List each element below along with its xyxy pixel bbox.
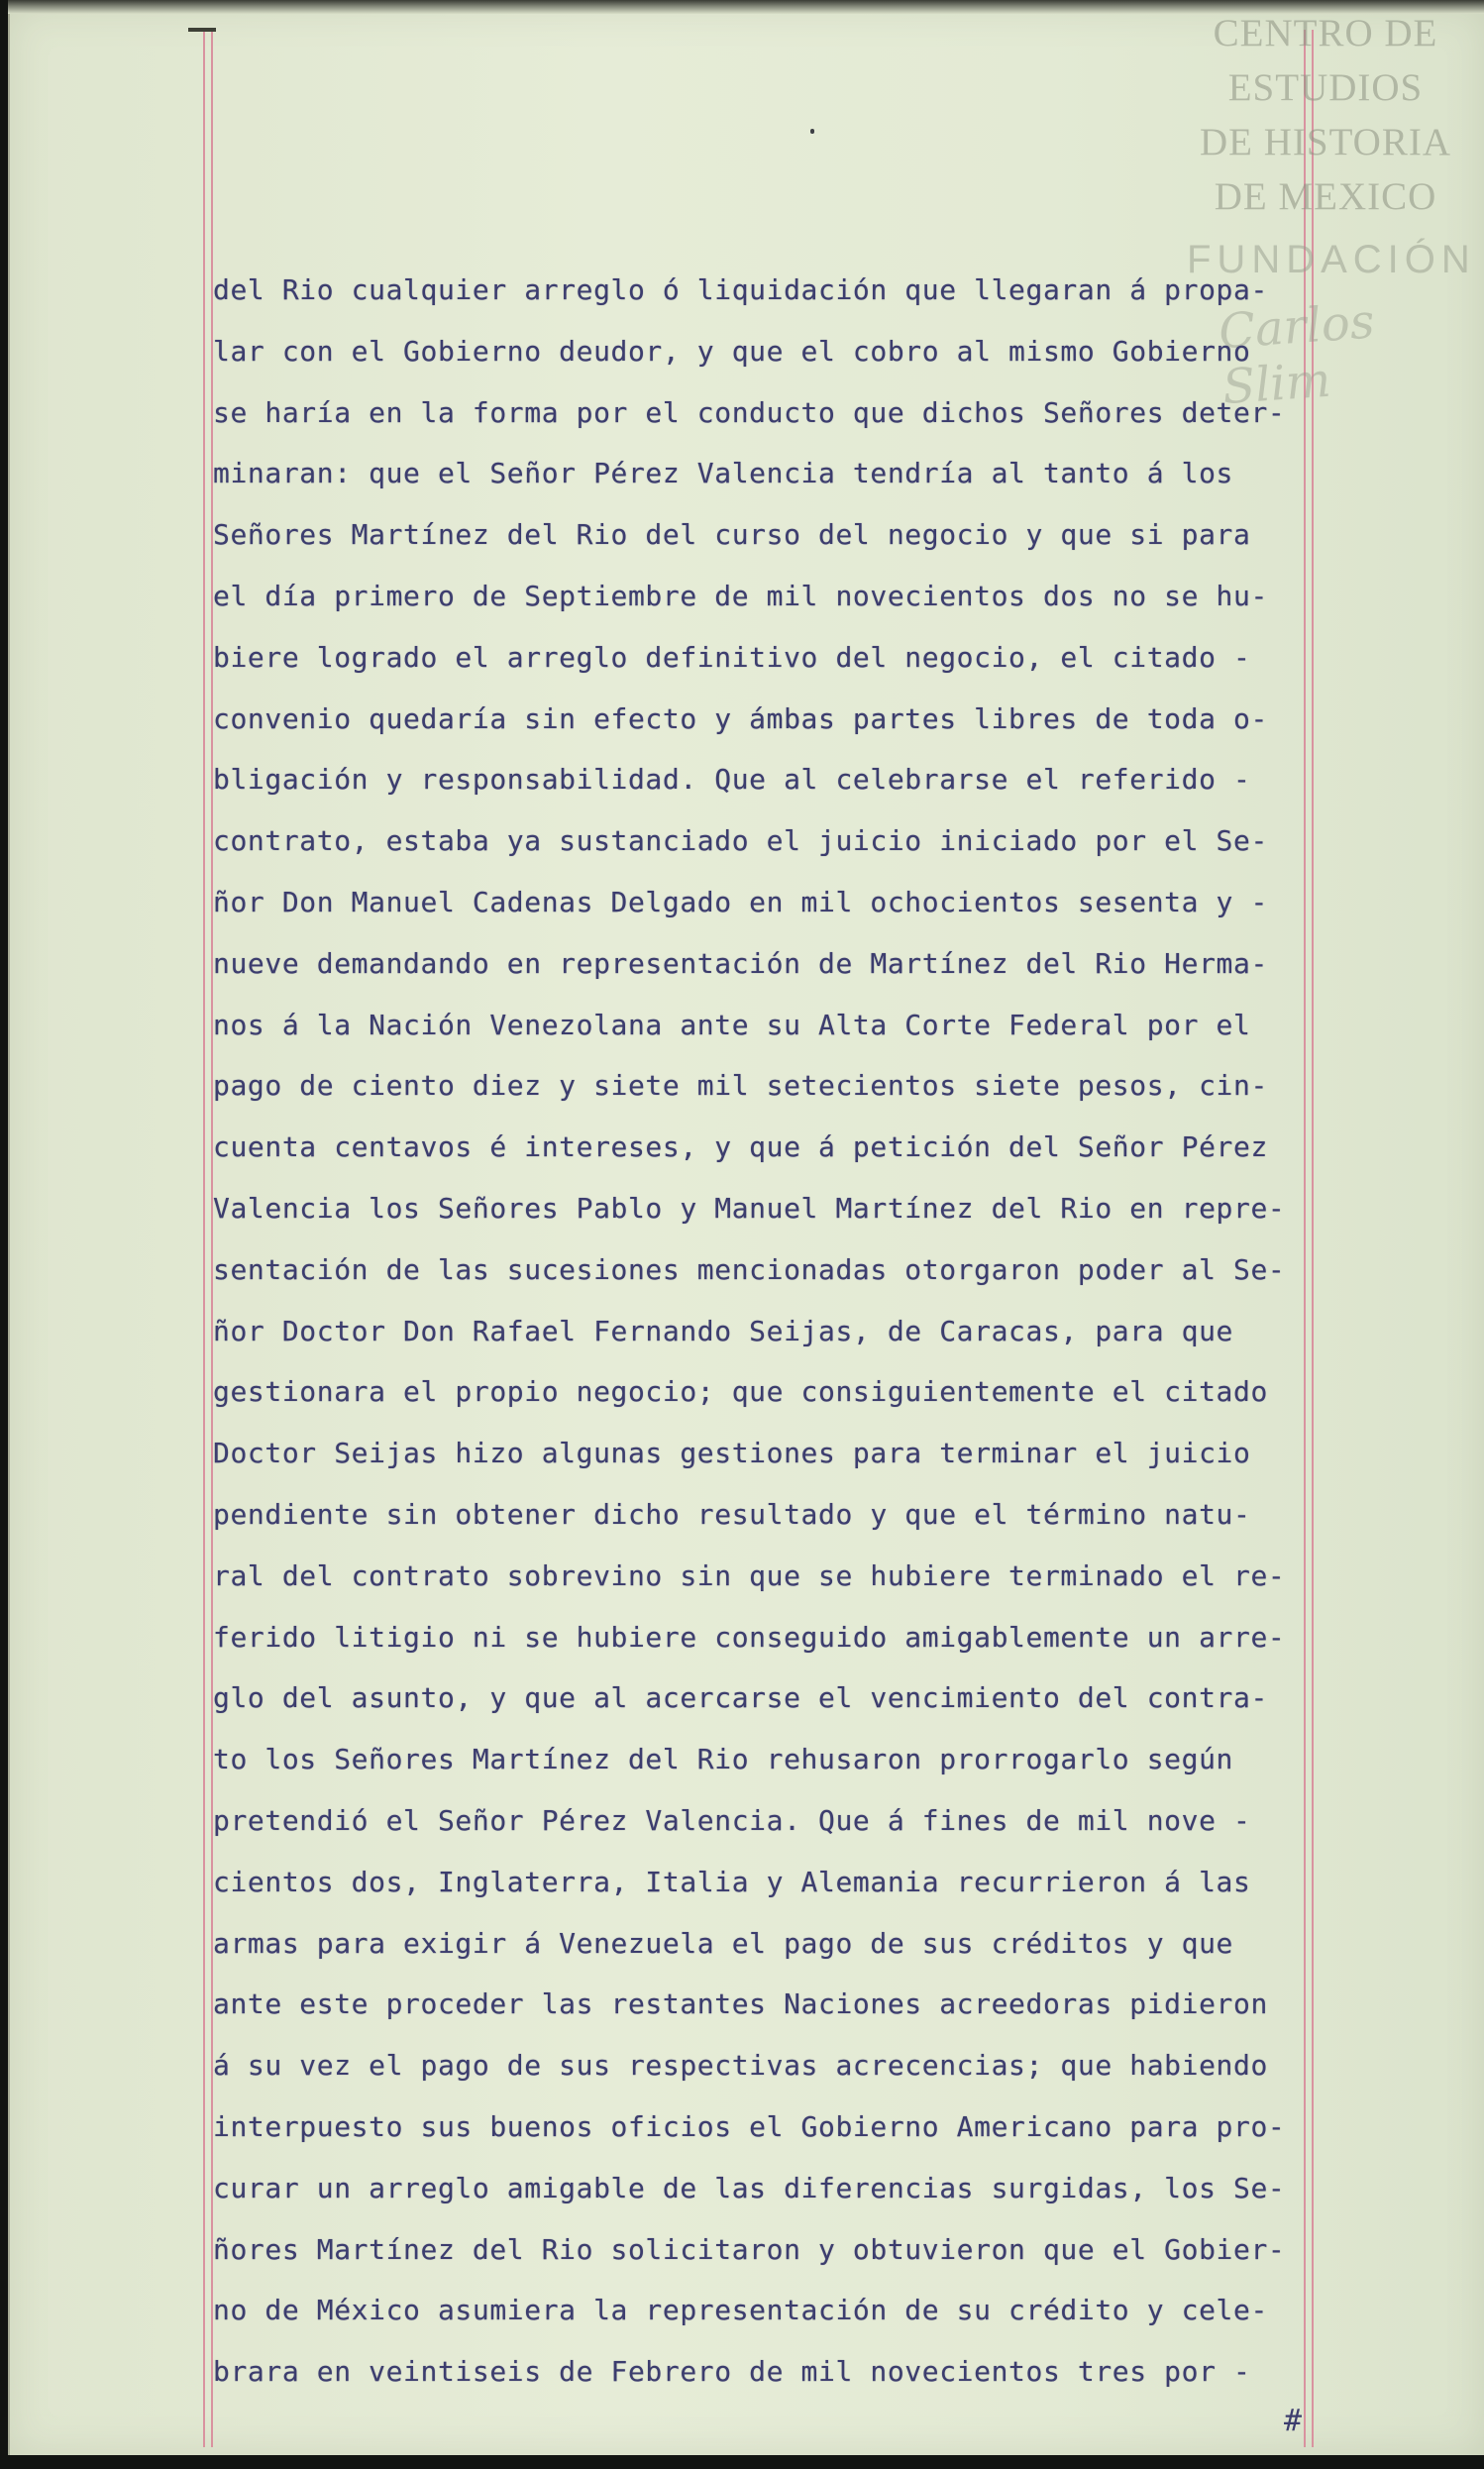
watermark-line: DE MEXICO (1214, 175, 1437, 218)
watermark-signature: Carlos Slim (1217, 293, 1377, 416)
text-line: Señores Martínez del Rio del curso del negocio y que si para (213, 518, 1251, 552)
watermark-foundation: FUNDACIÓN (1187, 238, 1476, 281)
text-line: curar un arreglo amigable de las diferencias surgidas, los Se- (213, 2171, 1286, 2204)
text-line: ñor Don Manuel Cadenas Delgado en mil ochocientos sesenta y - (213, 885, 1268, 918)
text-line: interpuesto sus buenos oficios el Gobierno Americano para pro- (213, 2109, 1286, 2143)
text-line: pretendió el Señor Pérez Valencia. Que á fines de mil nove - (213, 1803, 1251, 1837)
scan-registration-mark (188, 28, 216, 32)
text-line: convenio quedaría sin efecto y ámbas partes libres de toda o- (213, 701, 1268, 735)
text-line: Doctor Seijas hizo algunas gestiones para terminar el juicio (213, 1437, 1251, 1470)
text-line: lar con el Gobierno deudor, y que el cobro al mismo Gobierno (213, 334, 1251, 368)
watermark-line: ESTUDIOS (1227, 66, 1424, 109)
typed-body-text (213, 260, 1342, 2403)
text-line: gestionara el propio negocio; que consiguientemente el citado (213, 1375, 1268, 1409)
text-line: pendiente sin obtener dicho resultado y que el término natu- (213, 1497, 1251, 1531)
text-line: se haría en la forma por el conducto que dichos Señores deter- (213, 395, 1286, 429)
text-line: ñor Doctor Don Rafael Fernando Seijas, de Caracas, para que (213, 1314, 1233, 1347)
text-line: el día primero de Septiembre de mil novecientos dos no se hu- (213, 579, 1268, 612)
text-line: nueve demandando en representación de Martínez del Rio Herma- (213, 946, 1268, 980)
text-line: armas para exigir á Venezuela el pago de sus créditos y que (213, 1926, 1233, 1960)
left-margin-rule (203, 30, 205, 2447)
text-line: á su vez el pago de sus respectivas acrecencias; que habiendo (213, 2049, 1268, 2083)
archive-watermark (1167, 6, 1484, 224)
text-line: ante este proceder las restantes Naciones acreedoras pidieron (213, 1987, 1268, 2021)
text-line: contrato, estaba ya sustanciado el juicio iniciado por el Se- (213, 824, 1268, 858)
text-line: biere logrado el arreglo definitivo del negocio, el citado - (213, 640, 1251, 674)
watermark-line: CENTRO DE (1213, 12, 1438, 54)
text-line: no de México asumiera la representación de su crédito y cele- (213, 2294, 1268, 2327)
text-line: ferido litigio ni se hubiere conseguido amigablemente un arre- (213, 1620, 1286, 1654)
text-line: brara en veintiseis de Febrero de mil novecientos tres por - (213, 2355, 1251, 2389)
text-line: cuenta centavos é intereses, y que á petición del Señor Pérez (213, 1130, 1268, 1164)
watermark-line: DE HISTORIA (1199, 121, 1452, 163)
text-line: del Rio cualquier arreglo ó liquidación que llegaran á propa- (213, 273, 1268, 306)
text-line: sentación de las sucesiones mencionadas otorgaron poder al Se- (213, 1252, 1286, 1286)
text-line: minaran: que el Señor Pérez Valencia tendría al tanto á los (213, 457, 1233, 490)
text-line: Valencia los Señores Pablo y Manuel Martínez del Rio en repre- (213, 1191, 1286, 1225)
text-line: to los Señores Martínez del Rio rehusaron prorrogarlo según (213, 1743, 1233, 1776)
text-line: cientos dos, Inglaterra, Italia y Alemania recurrieron á las (213, 1865, 1251, 1898)
text-line: ñores Martínez del Rio solicitaron y obtuvieron que el Gobier- (213, 2232, 1286, 2266)
text-line: pago de ciento diez y siete mil setecientos siete pesos, cin- (213, 1069, 1268, 1103)
text-line: glo del asunto, y que al acercarse el vencimiento del contra- (213, 1681, 1268, 1715)
ink-dot (810, 129, 814, 134)
page-mark: # (1284, 2404, 1303, 2438)
text-line: nos á la Nación Venezolana ante su Alta Corte Federal por el (213, 1008, 1251, 1041)
text-line: ral del contrato sobrevino sin que se hubiere terminado el re- (213, 1558, 1286, 1592)
text-line: bligación y responsabilidad. Que al celebrarse el referido - (213, 763, 1251, 797)
